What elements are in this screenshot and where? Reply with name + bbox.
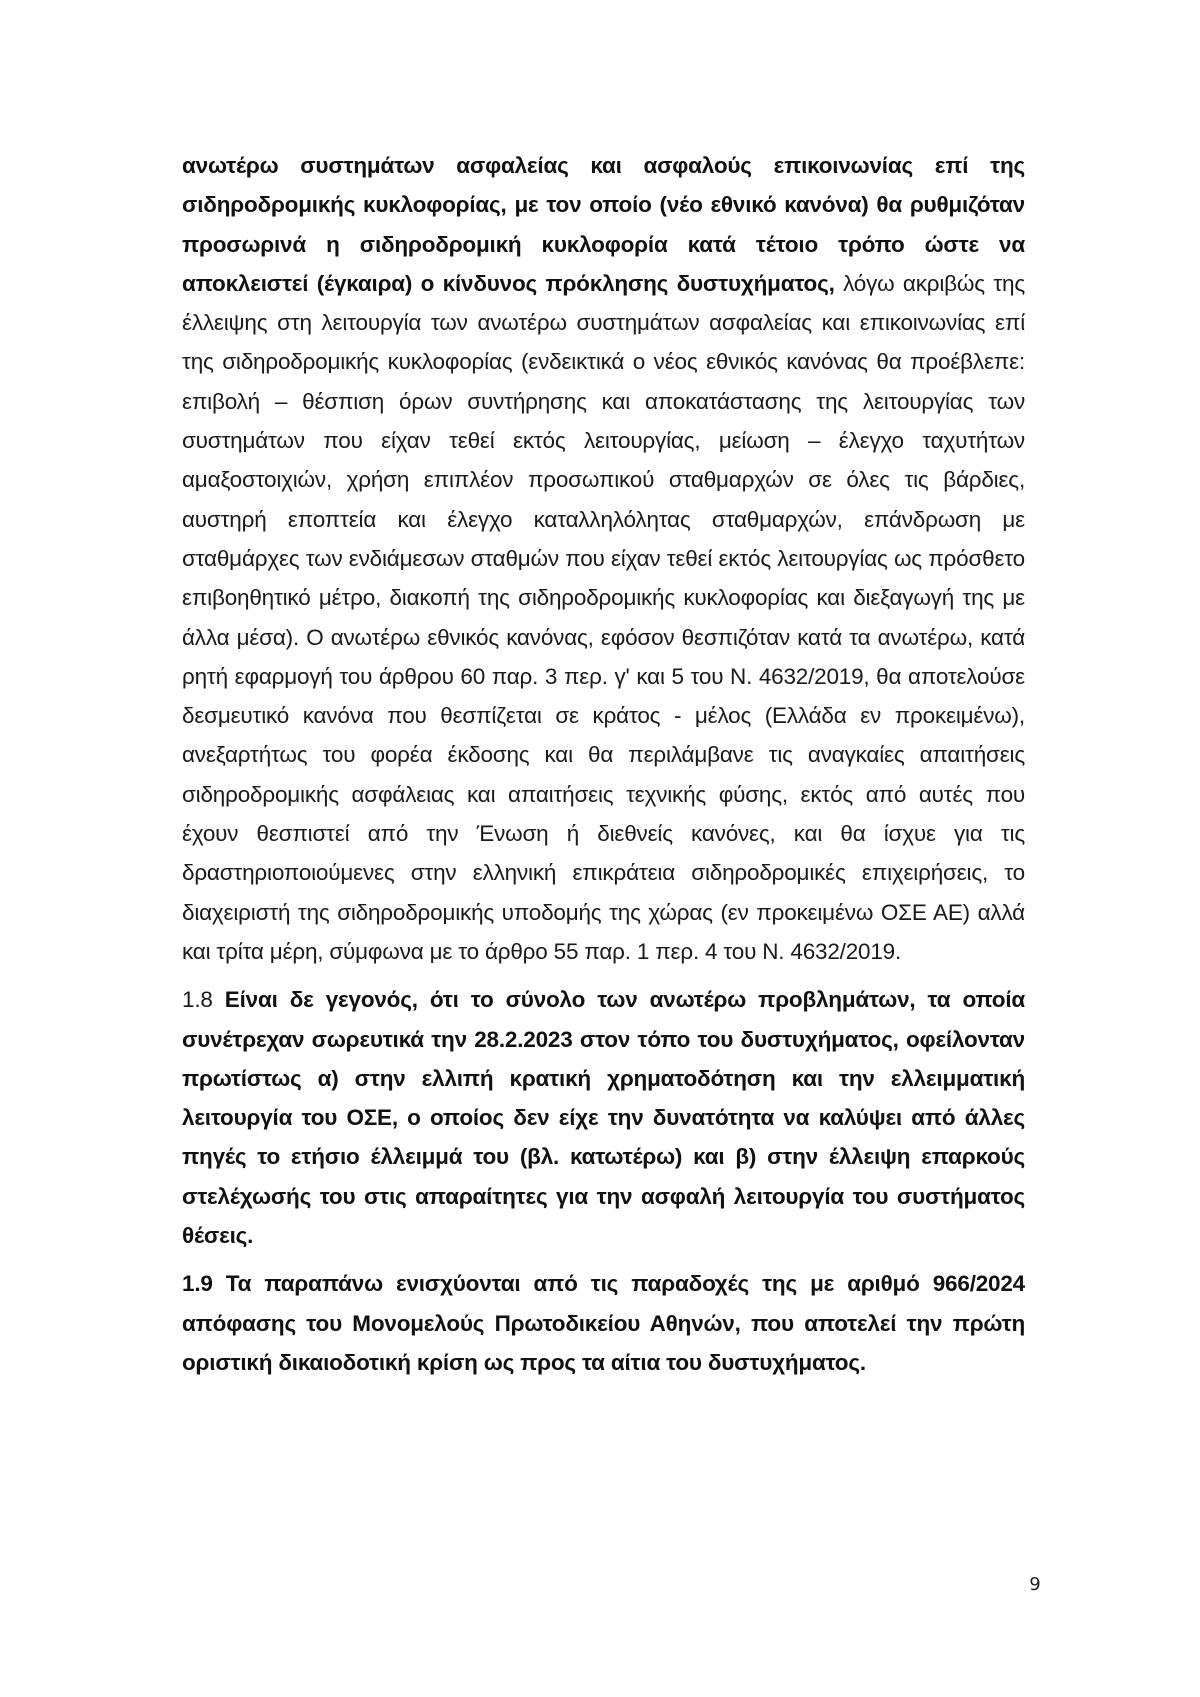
paragraph-1-8 xyxy=(182,980,1025,1255)
document-page xyxy=(182,146,1025,1382)
paragraph-1-9 xyxy=(182,1264,1025,1382)
normal-text: λόγω ακριβώς της έλλειψης στη λειτουργία των ανωτέρω συστημάτων ασφαλείας και επικοινωνίας επί της σιδηροδρομικής κυκλοφορίας (ενδεικτικά ο νέος εθνικός κανόνας θα προέβλεπε: επιβολή – θέσπιση όρων συντήρησης και αποκατάστασης της λειτουργίας των συστημάτων που είχαν τεθεί εκτός λειτουργίας, μείωση – έλεγχο ταχυτήτων αμαξοστοιχιών, χρήση επιπλέον προσωπικού σταθμαρχών σε όλες τις βάρδιες, αυστηρή εποπτεία και έλεγχο καταλληλόλητας σταθμαρχών, επάνδρωση με σταθμάρχες των ενδιάμεσων σταθμών που είχαν τεθεί εκτός λειτουργίας ως πρόσθετο επιβοηθητικό μέτρο, διακοπή της σιδηροδρομικής κυκλοφορίας και διεξαγωγή της με άλλα μέσα). Ο ανωτέρω εθνικός κανόνας, εφόσον θεσπιζόταν κατά τα ανωτέρω, κατά ρητή εφαρμογή του άρθρου 60 παρ. 3 περ. γ' και 5 του Ν. 4632/2019, θα αποτελούσε δεσμευτικό κανόνα που θεσπίζεται σε κράτος - μέλος (Ελλάδα εν προκειμένω), ανεξαρτήτως του φορέα έκδοσης και θα περιλάμβανε τις αναγκαίες απαιτήσεις σιδηροδρομικής ασφάλειας και απαιτήσεις τεχνικής φύσης, εκτός από αυτές που έχουν θεσπιστεί από την Ένωση ή διεθνείς κανόνες, και θα ίσχυε για τις δραστηριοποιούμενες στην ελληνική επικράτεια σιδηροδρομικές επιχειρήσεις, το διαχειριστή της σιδηροδρομικής υποδομής της χώρας (εν προκειμένω ΟΣΕ ΑΕ) αλλά και τρίτα μέρη, σύμφωνα με το άρθρο 55 παρ. 1 περ. 4 του Ν. 4632/2019. xyxy=(182,270,1025,964)
paragraph-continuation xyxy=(182,146,1025,971)
bold-text: ανωτέρω συστημάτων ασφαλείας και ασφαλούς επικοινωνίας επί της σιδηροδρομικής κυκλοφορίας, με τον οποίο (νέο εθνικό κανόνα) θα ρυθμιζόταν προσωρινά η σιδηροδρομική κυκλοφορία κατά τέτοιο τρόπο ώστε να αποκλειστεί (έγκαιρα) ο κίνδυνος πρόκλησης δυστυχήματος, xyxy=(182,153,1025,296)
page-number: 9 xyxy=(1029,1574,1041,1595)
bold-text: Είναι δε γεγονός, ότι το σύνολο των ανωτέρω προβλημάτων, τα οποία συνέτρεχαν σωρευτικά την 28.2.2023 στον τόπο του δυστυχήματος, οφείλονταν πρωτίστως α) στην ελλιπή κρατική χρηματοδότηση και την ελλειμματική λειτουργία του ΟΣΕ, ο οποίος δεν είχε την δυνατότητα να καλύψει από άλλες πηγές το ετήσιο έλλειμμά του (βλ. κατωτέρω) και β) στην έλλειψη επαρκούς στελέχωσής του στις απαραίτητες για την ασφαλή λειτουργία του συστήματος θέσεις. xyxy=(182,987,1025,1249)
section-number: 1.8 xyxy=(182,987,213,1013)
bold-text: 1.9 Τα παραπάνω ενισχύονται από τις παραδοχές της με αριθμό 966/2024 απόφασης του Μονομελούς Πρωτοδικείου Αθηνών, που αποτελεί την πρώτη οριστική δικαιοδοτική κρίση ως προς τα αίτια του δυστυχήματος. xyxy=(182,1271,1025,1375)
